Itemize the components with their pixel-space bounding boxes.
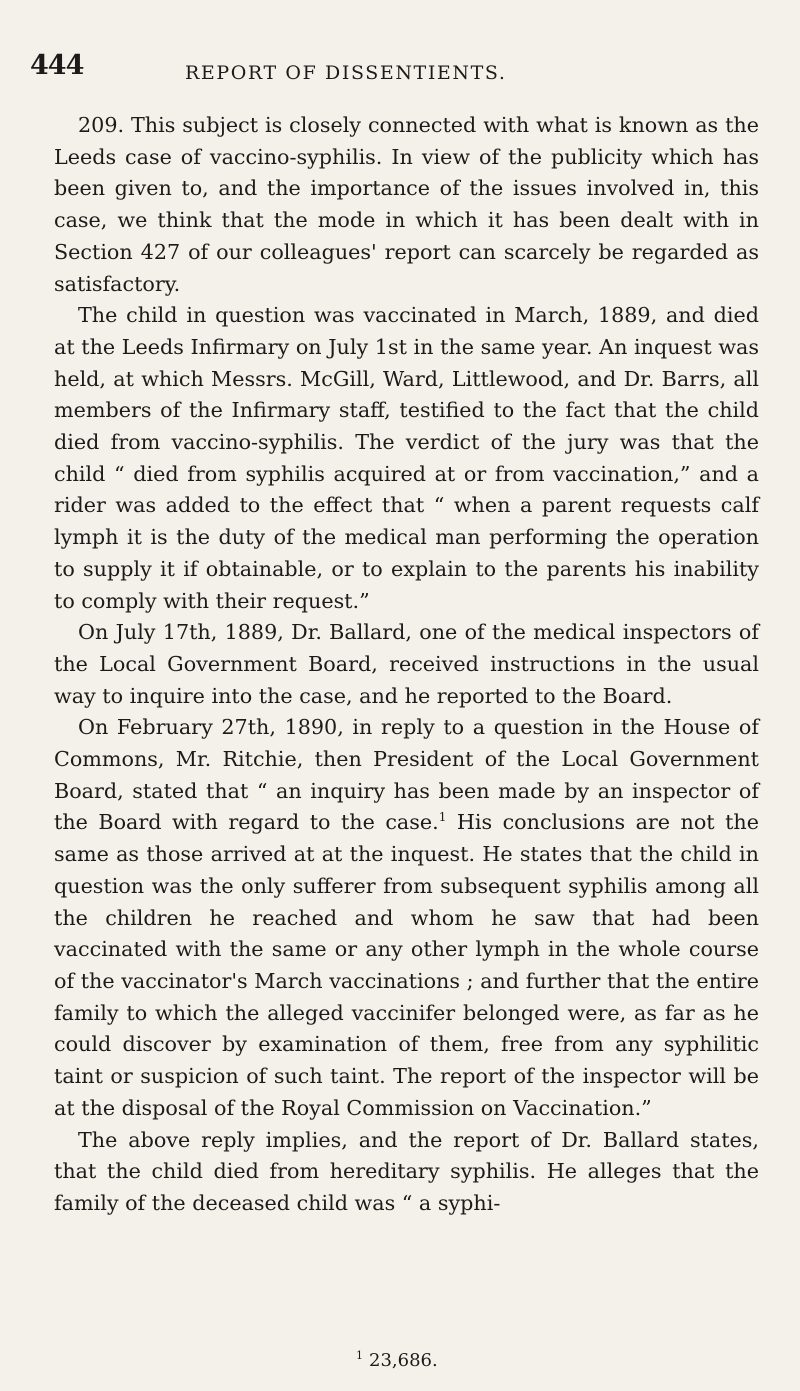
footnote-text: 23,686. bbox=[369, 1350, 438, 1371]
footnote bbox=[356, 1349, 438, 1371]
footnote-mark: 1 bbox=[356, 1349, 363, 1362]
running-head: REPORT OF DISSENTIENTS. bbox=[185, 62, 507, 84]
ritchie-reply-text-2: His conclusions are not the same as those arrived at at the inquest. He states that the child in question was the only sufferer from subsequent syphilis among all the children he reached and whom he saw that had been vaccinated with the same or any other lymph in the whole course of the vaccinator's March vaccinations ; and further that the entire family to which the alleged vaccinifer belonged were, as far as he could discover by examination of them, free from any syphilitic taint or suspicion of such taint. The report of the inspector will be at the disposal of the Royal Commission on Vaccination.” bbox=[54, 810, 759, 1120]
ritchie-reply-text-1: On February 27th, 1890, in reply to a question in the House of Commons, Mr. Ritchie, then President of the Local Government Board, stated that “ an inquiry has been made by an inspector of the Board with regard to the case. bbox=[54, 715, 759, 835]
paragraph-209: 209. This subject is closely connected with what is known as the Leeds case of vaccino-syphilis. In view of the publicity which has been given to, and the importance of the issues involved in, this case, we think that the mode in which it has been dealt with in Section 427 of our colleagues' report can scarcely be regarded as satisfactory. bbox=[54, 113, 759, 296]
paragraph-child-case: The child in question was vaccinated in March, 1889, and died at the Leeds Infirmary on July 1st in the same year. An inquest was held, at which Messrs. McGill, Ward, Littlewood, and Dr. Barrs, all members of the Infirmary staff, testified to the fact that the child died from vaccino-syphilis. The verdict of the jury was that the child “ died from syphilis acquired at or from vaccination,” and a rider was added to the effect that “ when a parent requests calf lymph it is the duty of the medical man performing the operation to supply it if obtainable, or to explain to the parents his inability to comply with their request.” bbox=[54, 303, 759, 613]
paragraph-hereditary-syphilis: The above reply implies, and the report of Dr. Ballard states, that the child died from hereditary syphilis. He alleges that the family of the deceased child was “ a syphi- bbox=[54, 1127, 759, 1215]
footnote-reference: 1 bbox=[438, 810, 447, 825]
paragraph-ballard-inquiry: On July 17th, 1889, Dr. Ballard, one of the medical inspectors of the Local Government Board, received instructions in the usual way to inquire into the case, and he reported to the Board. bbox=[54, 620, 759, 708]
body-text bbox=[54, 110, 759, 1220]
page-number: 444 bbox=[30, 50, 84, 81]
page-header bbox=[0, 50, 800, 90]
paragraph-ritchie-reply bbox=[54, 712, 759, 1124]
